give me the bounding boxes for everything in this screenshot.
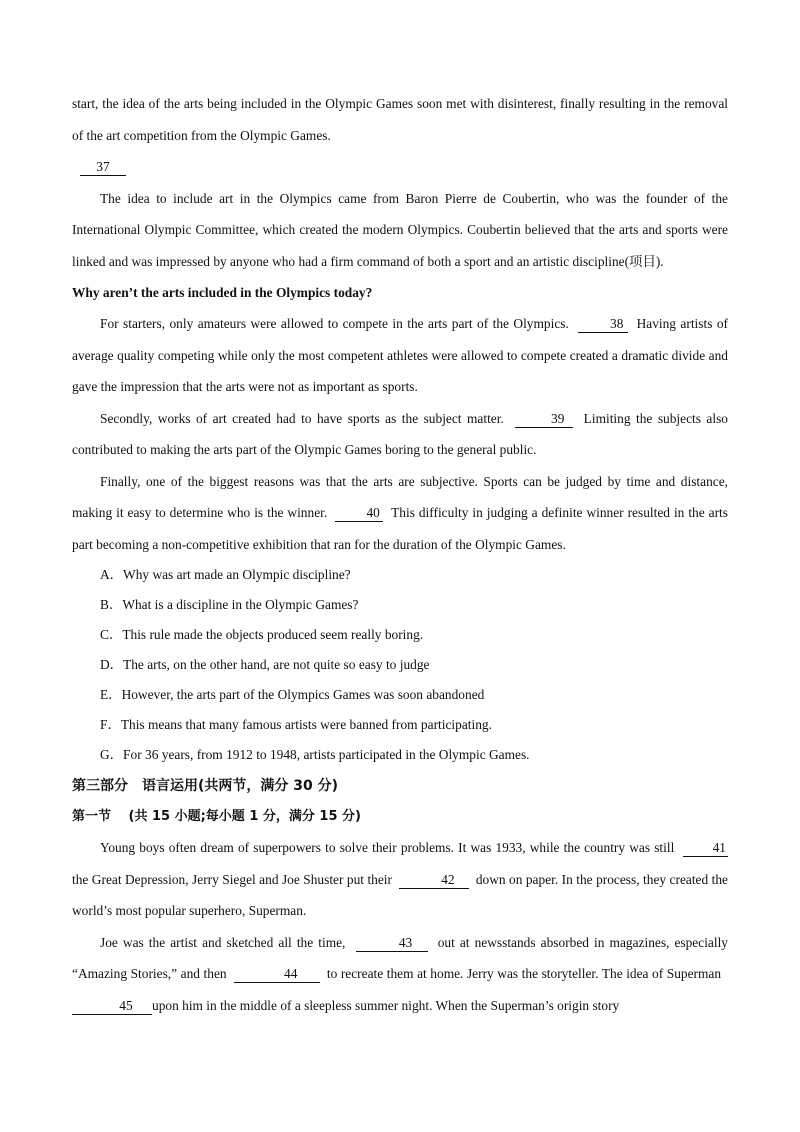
paragraph-secondly-text-a: Secondly, works of art created had to have sports as the subject matter. — [100, 410, 504, 426]
superman-2-text-a: Joe was the artist and sketched all the time, — [100, 934, 346, 950]
option-b[interactable]: B．What is a discipline in the Olympic Games? — [100, 597, 359, 612]
blank-43[interactable]: 43 — [356, 935, 428, 952]
paragraph-secondly — [72, 403, 728, 466]
option-a[interactable]: A．Why was art made an Olympic discipline? — [100, 567, 351, 582]
passage-intro — [72, 88, 728, 151]
blank-42[interactable]: 42 — [399, 872, 469, 889]
superman-2-text-c: to recreate them at home. Jerry was the storyteller. The idea of Superman — [326, 966, 722, 981]
blank-38[interactable]: 38 — [578, 316, 628, 333]
paragraph-superman-2 — [72, 927, 728, 1022]
blank-37[interactable]: 37 — [80, 159, 126, 176]
answer-options — [72, 560, 728, 770]
blank-37-line — [72, 151, 728, 183]
option-d[interactable]: D．The arts, on the other hand, are not quite so easy to judge — [100, 657, 430, 672]
superman-1-text-c: down on paper. In the process, they created the world’s most popular superhero, Superman. — [72, 871, 728, 918]
passage-intro-text: start, the idea of the arts being included in the Olympic Games soon met with disinterest, finally resulting in the removal of the art competition from the Olympic Games. — [72, 96, 728, 143]
paragraph-secondly-text-b: Limiting the subjects also contributed to making the arts part of the Olympic Games boring to the general public. — [72, 410, 728, 457]
blank-40[interactable]: 40 — [335, 505, 383, 522]
paragraph-finally — [72, 466, 728, 561]
paragraph-superman-1 — [72, 832, 728, 927]
document-page — [72, 88, 728, 1021]
paragraph-finally-text-b: This difficulty in judging a definite winner resulted in the arts part becoming a non-competitive exhibition that ran for the duration of the Olympic Games. — [72, 505, 728, 552]
superman-1-text-b: the Great Depression, Jerry Siegel and Joe Shuster put their — [72, 871, 392, 887]
option-g[interactable]: G．For 36 years, from 1912 to 1948, artists participated in the Olympic Games. — [100, 747, 530, 762]
paragraph-finally-text-a: Finally, one of the biggest reasons was that the arts are subjective. Sports can be judged by time and distance, making it easy to determine who is the winner. — [72, 473, 728, 520]
paragraph-starters-text-a: For starters, only amateurs were allowed to compete in the arts part of the Olympics. — [100, 316, 569, 331]
paragraph-starters-text-b: Having artists of average quality competing while only the most competent athletes were allowed to compete created a dramatic divide and gave the impression that the arts were not as important as sports. — [72, 316, 728, 394]
superman-2-text-d: upon him in the middle of a sleepless summer night. When the Superman’s origin story — [152, 997, 620, 1013]
part-three-title: 第三部分 语言运用(共两节，满分 30 分) — [72, 778, 339, 794]
paragraph-coubertin: The idea to include art in the Olympics came from Baron Pierre de Coubertin, who was the founder of the International Olympic Committee, which created the modern Olympics. Coubertin believed that the arts and sports were linked and was impressed by anyone who had a firm command of both a sport and an artistic discipline(项目). — [72, 190, 728, 269]
blank-41[interactable]: 41 — [683, 840, 728, 857]
blank-44[interactable]: 44 — [234, 966, 320, 983]
blank-39[interactable]: 39 — [515, 411, 573, 428]
section-one-title: 第一节 (共 15 小题;每小题 1 分，满分 15 分) — [72, 809, 361, 824]
option-f[interactable]: F．This means that many famous artists were banned from participating. — [100, 717, 492, 732]
superman-2-text-b: out at newsstands absorbed in magazines, especially “Amazing Stories,” and then — [72, 934, 728, 981]
paragraph-starters — [72, 308, 728, 403]
passage-subheading: Why aren’t the arts included in the Olympics today? — [72, 285, 373, 300]
option-e[interactable]: E．However, the arts part of the Olympics Games was soon abandoned — [100, 687, 485, 702]
option-c[interactable]: C．This rule made the objects produced seem really boring. — [100, 627, 424, 642]
blank-45[interactable]: 45 — [72, 998, 152, 1015]
superman-1-text-a: Young boys often dream of superpowers to solve their problems. It was 1933, while the country was still — [100, 840, 675, 855]
